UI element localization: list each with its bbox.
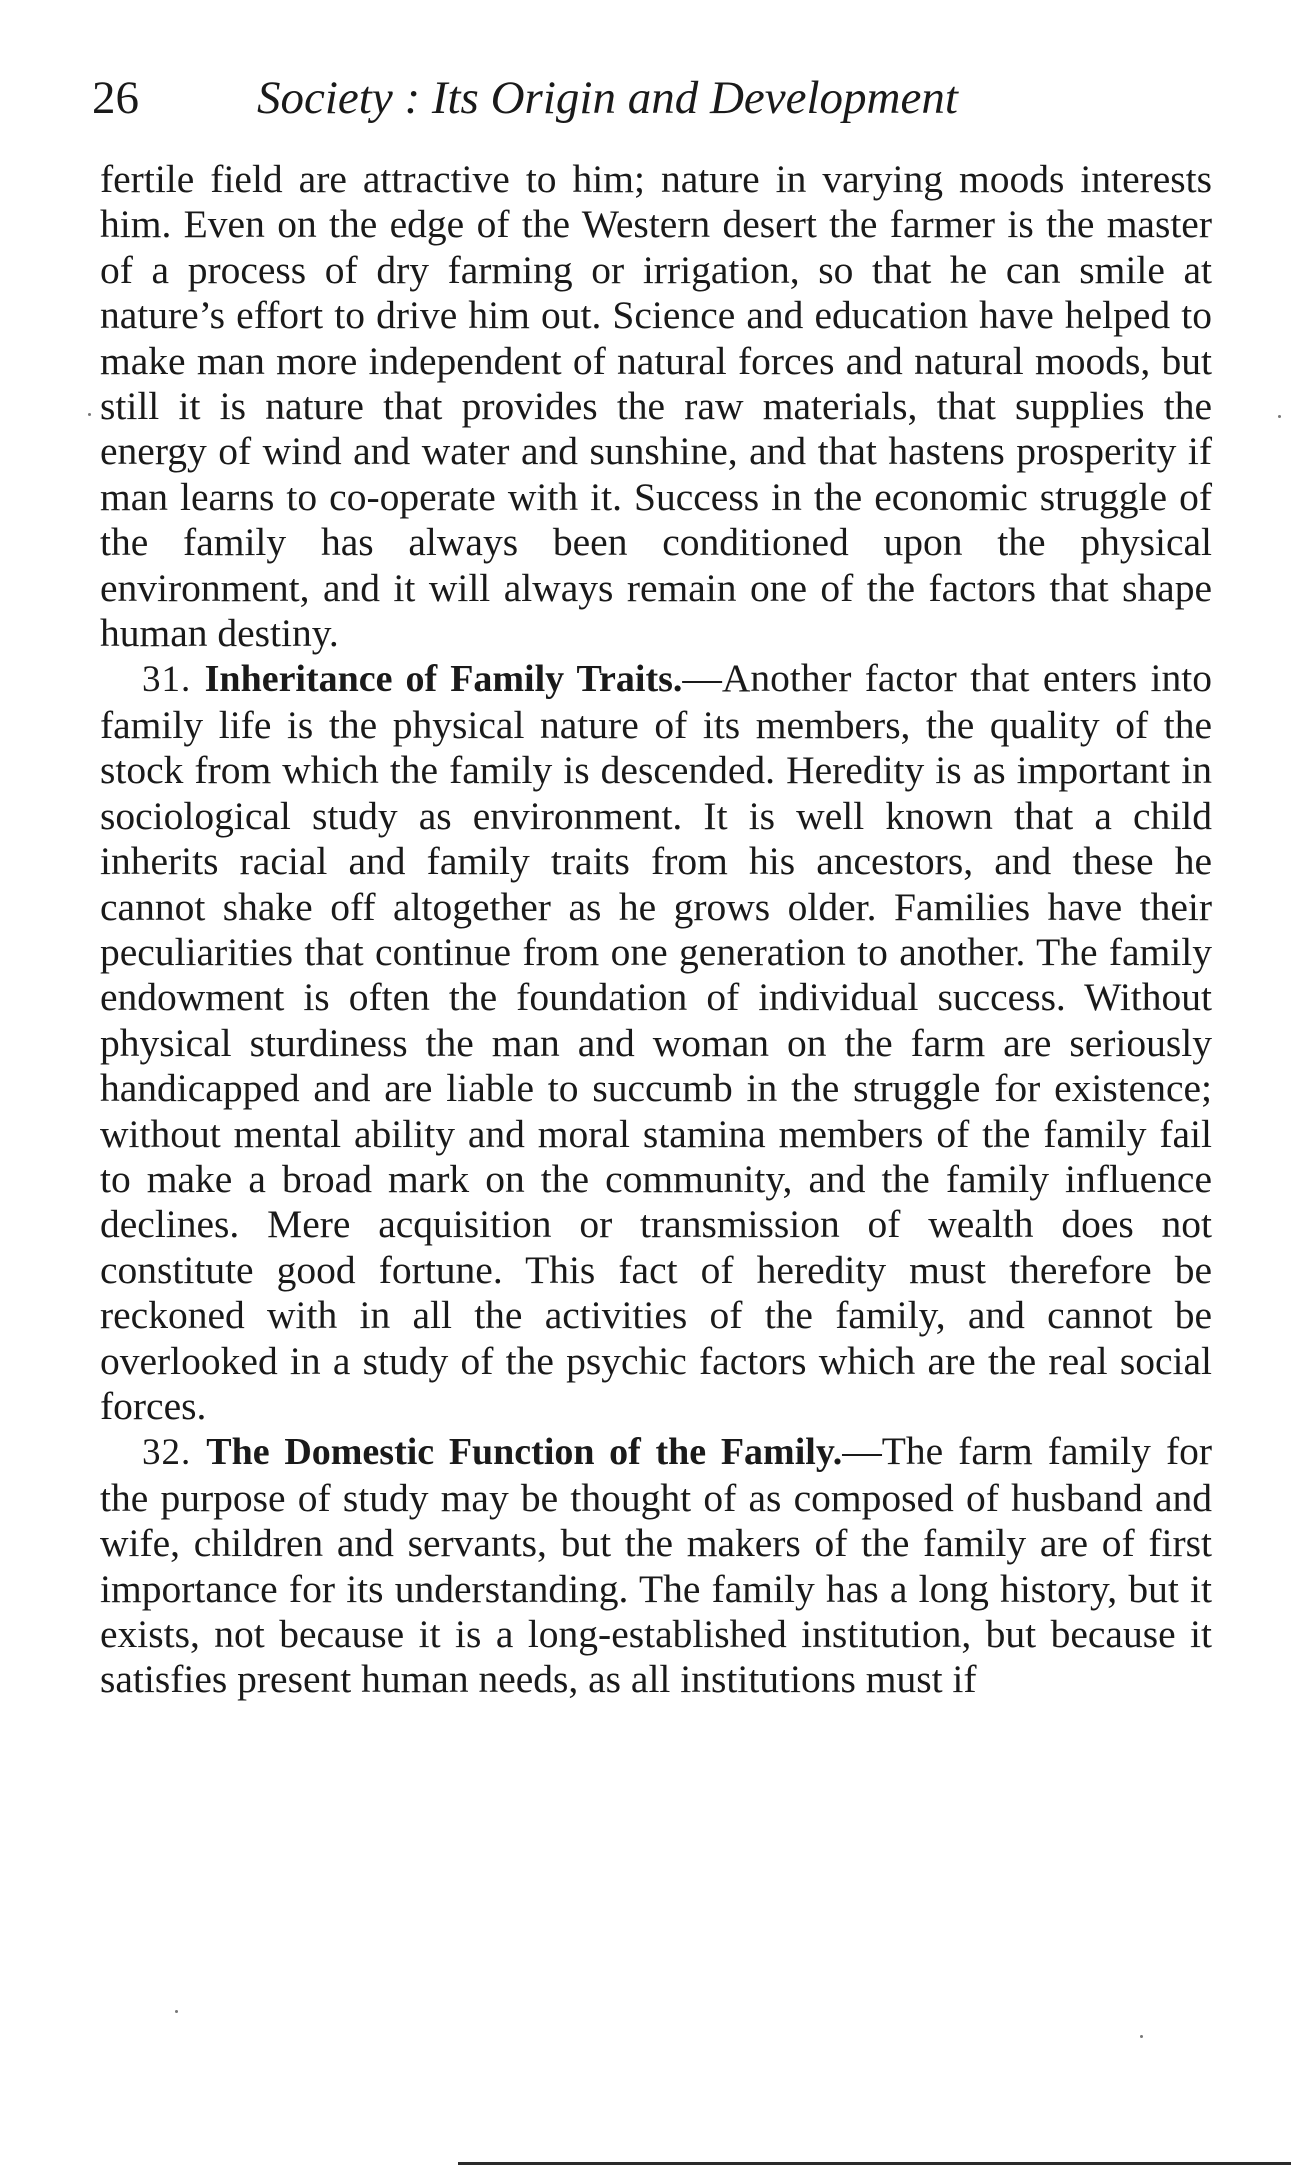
paragraph-text: —Another factor that enters into family life is the physical nature of its members, the quality of the stock from which the family is descended. Heredity is as important in sociological study as environment. It is well known that a child inherits racial and family traits from his ancestors, and these he cannot shake off altogether as he grows older. Families have their peculiarities that continue from one generation to another. The family endowment is often the foundation of individual success. Without physical sturdiness the man and woman on the farm are seriously handicapped and are liable to succumb in the struggle for existence; without mental ability and moral stamina members of the family fail to make a broad mark on the community, and the family influence declines. Mere acquisition or transmission of wealth does not constitute good fortune. This fact of heredity must therefore be reckoned with in all the activities of the family, and cannot be overlooked in a study of the psychic factors which are the real social forces. xyxy=(100,656,1212,1428)
section-32-paragraph xyxy=(100,1429,1212,1702)
section-heading: Inheritance of Family Traits. xyxy=(204,658,683,701)
bottom-rule xyxy=(458,2162,1291,2165)
paragraph-continuation xyxy=(100,157,1212,656)
paragraph-text: —The farm family for the purpose of study may be thought of as composed of husband and wife, children and servants, but the makers of the family are of first importance for its understanding. The family has a long history, but it exists, not because it is a long-established institution, but because it satisfies present human needs, as all institutions must if xyxy=(100,1429,1212,1702)
section-number: 31. xyxy=(142,659,192,701)
running-head xyxy=(92,68,1052,128)
scan-speck xyxy=(175,2010,178,2013)
book-title: Society : Its Origin and Development xyxy=(257,72,958,124)
section-number: 32. xyxy=(142,1432,192,1474)
scan-speck xyxy=(1140,2035,1143,2038)
body-text xyxy=(100,157,1212,1703)
section-31-paragraph xyxy=(100,656,1212,1429)
page-number: 26 xyxy=(92,72,139,124)
paragraph-text: fertile field are attractive to him; nature in varying moods interests him. Even on the edge of the Western desert the farmer is the master of a process of dry farming or irrigation, so that he can smile at nature’s effort to drive him out. Science and education have helped to make man more independent of natural forces and natural moods, but still it is nature that provides the raw materials, that supplies the energy of wind and water and sunshine, and that hastens prosperity if man learns to co-operate with it. Success in the economic struggle of the family has always been conditioned upon the physical environment, and it will always remain one of the factors that shape human destiny. xyxy=(100,157,1212,656)
scan-speck xyxy=(88,413,91,416)
section-heading: The Domestic Function of the Family. xyxy=(206,1431,843,1474)
scan-speck xyxy=(1278,415,1281,418)
